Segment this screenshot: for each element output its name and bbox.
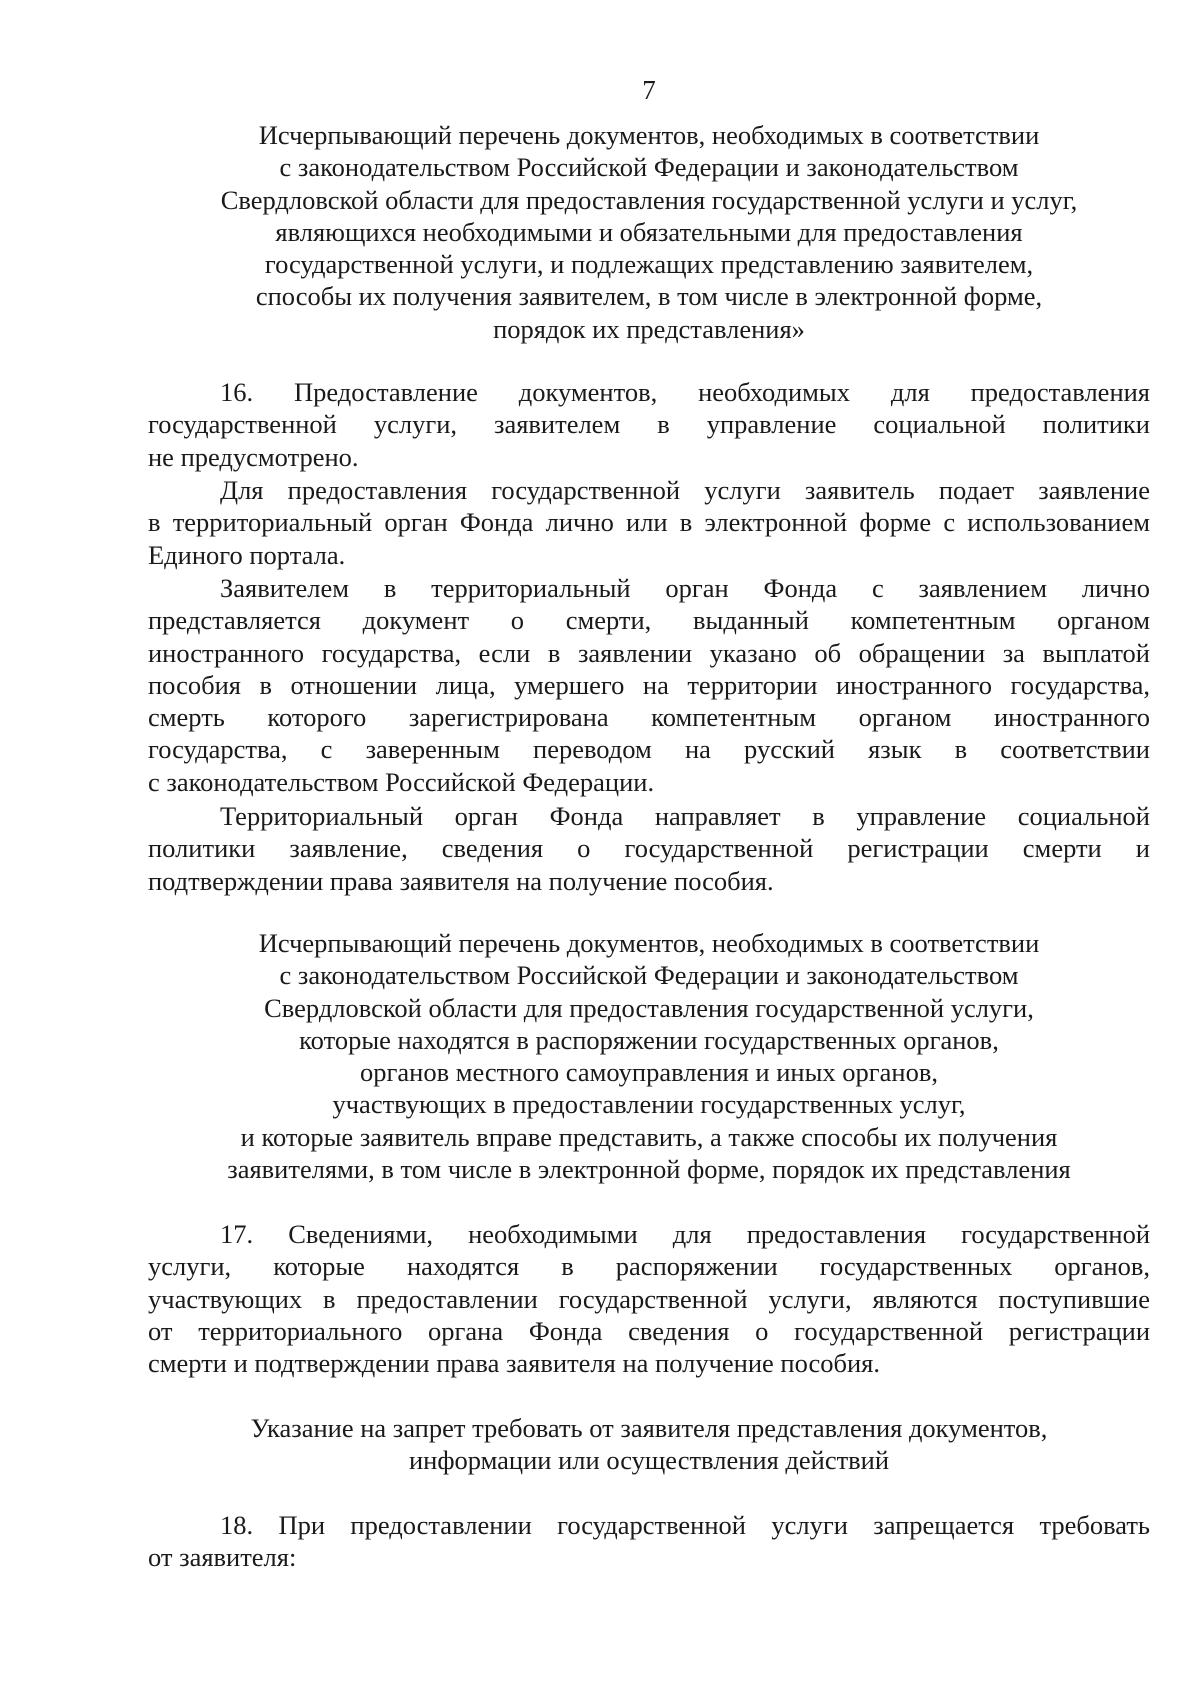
paragraph-16	[148, 376, 1150, 473]
paragraph-17	[148, 1218, 1150, 1379]
heading-line: информации или осуществления действий	[408, 1445, 890, 1476]
paragraph-line: Территориальный орган Фонда направляет в управление социальной	[220, 801, 1150, 831]
heading-line: Исчерпывающий перечень документов, необходимых в соответствии	[258, 120, 1040, 150]
paragraph-line: от территориального органа Фонда сведения о государственной регистрации	[148, 1315, 1150, 1346]
paragraph-line: от заявителя:	[148, 1542, 297, 1573]
paragraph-line: Заявителем в территориальный орган Фонда с заявлением лично	[220, 573, 1150, 603]
paragraph-line: подтверждении права заявителя на получение пособия.	[148, 865, 774, 896]
paragraph-line: политики заявление, сведения о государственной регистрации смерти и	[148, 833, 1150, 864]
paragraph-line: смерть которого зарегистрирована компетентным органом иностранного	[148, 702, 1150, 733]
paragraph-line: 16. Предоставление документов, необходимых для предоставления	[220, 377, 1150, 407]
heading-line: являющихся необходимыми и обязательными для предоставления	[275, 216, 1023, 247]
paragraph-line: представляется документ о смерти, выданный компетентным органом	[148, 605, 1150, 636]
heading-line: способы их получения заявителем, в том числе в электронной форме,	[255, 281, 1043, 312]
heading-line: органов местного самоуправления и иных органов,	[360, 1057, 938, 1088]
heading-line: Свердловской области для предоставления государственной услуги,	[264, 992, 1034, 1023]
heading-line: заявителями, в том числе в электронной форме, порядок их представления	[227, 1154, 1071, 1185]
paragraph-line: иностранного государства, если в заявлении указано об обращении за выплатой	[148, 637, 1150, 668]
paragraph-line: с законодательством Российской Федерации.	[148, 766, 655, 797]
section-heading-interagency-documents	[148, 927, 1150, 1185]
heading-line: Исчерпывающий перечень документов, необходимых в соответствии	[258, 928, 1040, 958]
heading-line: порядок их представления»	[493, 313, 805, 344]
paragraph-line: смерти и подтверждении права заявителя на получение пособия.	[148, 1348, 880, 1379]
paragraph-line: пособия в отношении лица, умершего на территории иностранного государства,	[148, 669, 1150, 700]
heading-line: с законодательством Российской Федерации и законодательством	[279, 960, 1019, 991]
heading-line: Свердловской области для предоставления государственной услуги и услуг,	[220, 184, 1078, 215]
paragraph-line: государства, с заверенным переводом на русский язык в соответствии	[148, 734, 1150, 765]
heading-line: с законодательством Российской Федерации и законодательством	[279, 152, 1019, 183]
heading-line: государственной услуги, и подлежащих представлению заявителем,	[264, 249, 1034, 280]
page-number: 7	[642, 75, 656, 105]
heading-line: и которые заявитель вправе представить, а также способы их получения	[240, 1121, 1058, 1152]
paragraph-line: Единого портала.	[148, 539, 346, 570]
heading-line: Указание на запрет требовать от заявителя представления документов,	[250, 1413, 1048, 1443]
paragraph-16-application	[148, 474, 1150, 571]
heading-line: участвующих в предоставлении государственных услуг,	[332, 1089, 966, 1120]
paragraph-line: участвующих в предоставлении государственной услуги, являются поступившие	[148, 1283, 1150, 1314]
paragraph-line: Для предоставления государственной услуги заявитель подает заявление	[220, 475, 1150, 505]
paragraph-16-death-document	[148, 572, 1150, 798]
paragraph-line: в территориальный орган Фонда лично или в электронной форме с использованием	[148, 507, 1150, 538]
paragraph-line: услуги, которые находятся в распоряжении государственных органов,	[148, 1251, 1150, 1282]
paragraph-line: 18. При предоставлении государственной услуги запрещается требовать	[220, 1510, 1150, 1540]
paragraph-16-fund-forwarding	[148, 800, 1150, 897]
paragraph-line: 17. Сведениями, необходимыми для предоставления государственной	[220, 1219, 1150, 1249]
heading-line: которые находятся в распоряжении государственных органов,	[299, 1024, 999, 1055]
paragraph-line: государственной услуги, заявителем в управление социальной политики	[148, 409, 1150, 440]
section-heading-required-documents	[148, 119, 1150, 345]
paragraph-line: не предусмотрено.	[148, 441, 359, 472]
section-heading-prohibition	[148, 1412, 1150, 1477]
paragraph-18	[148, 1509, 1150, 1574]
